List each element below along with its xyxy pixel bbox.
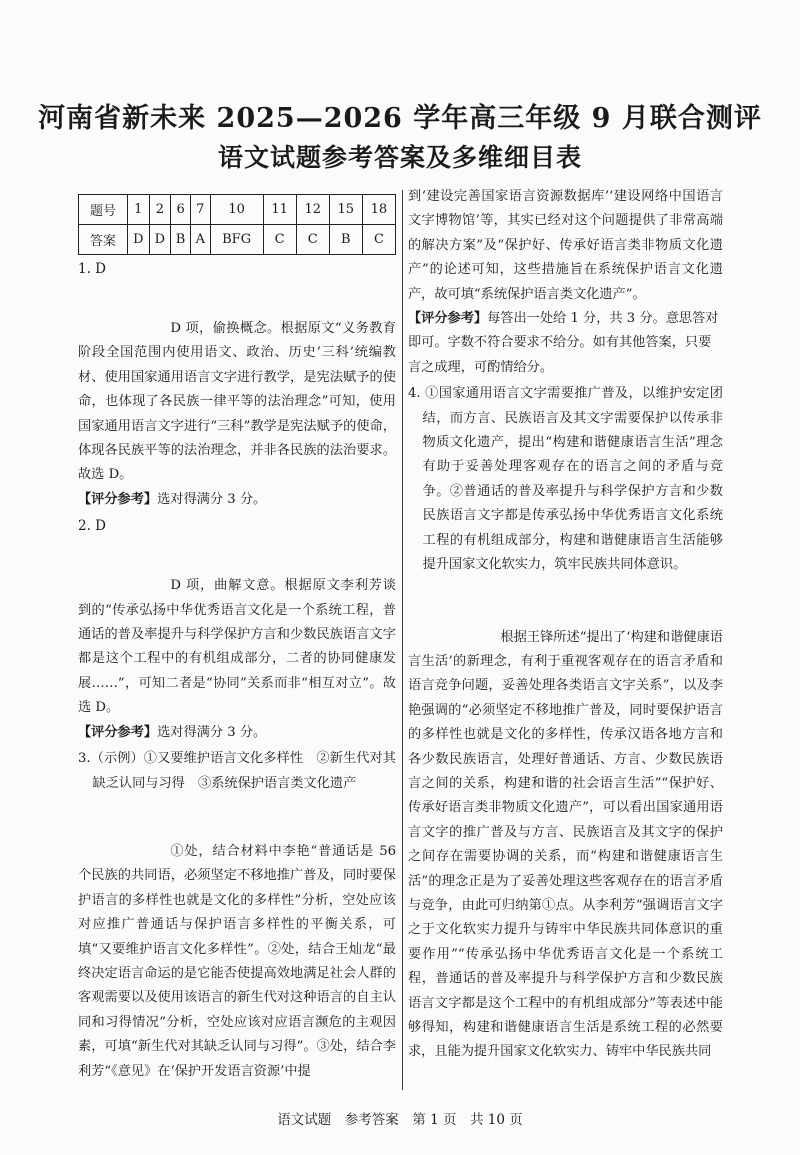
q1-explanation: D 项，偷换概念。根据原文“义务教育阶段全国范围内使用语文、政治、历史‘三科’统编教材、使用国家通用语言文字进行教学，是宪法赋予的使命，也体现了各民族一律平等的法治理念”可知，使用国家通用语言文字进行“三科”教学是宪法赋予的使命，体现各民族平等的法治理念，并非各民族的法治要求。故选 D。	[78, 321, 396, 483]
column-divider	[402, 190, 403, 1090]
table-cell: 18	[362, 195, 395, 225]
table-cell: 7	[191, 195, 211, 225]
answer-table	[78, 194, 396, 255]
table-cell: 答案	[79, 225, 128, 255]
table-cell: 2	[149, 195, 171, 225]
q2-scoring	[78, 721, 396, 745]
table-cell: 1	[128, 195, 150, 225]
scoring-text: 每答出一处给 1 分，共 3 分。意思答对即可。字数不符合要求不给分。如有其他答案，只要言之成理，可酌情给分。	[408, 311, 719, 375]
page-footer: 语文试题 参考答案 第 1 页 共 10 页	[277, 1112, 523, 1128]
q4-answer: 4. ①国家通用语言文字需要推广普及，以维护安定团结，而方言、民族语言及其文字需要保护以传承非物质文化遗产，提出“构建和谐健康语言生活”理念有助于妥善处理客观存在的语言之间的矛盾与竞争。②普通话的普及率提升与科学保护方言和少数民族语言文字都是传承弘扬中华优秀语言文化系统工程的有机组成部分，构建和谐健康语言生活能够提升国家文化软实力，筑牢民族共同体意识。	[408, 386, 723, 573]
q3-scoring	[408, 307, 723, 380]
table-cell: 6	[171, 195, 191, 225]
table-cell: C	[296, 225, 329, 255]
table-cell: A	[191, 225, 211, 255]
table-cell: BFG	[210, 225, 263, 255]
page-title: 河南省新未来 2025—2026 学年高三年级 9 月联合测评	[38, 103, 762, 134]
q1-answer: 1. D	[78, 261, 106, 277]
table-cell: 12	[296, 195, 329, 225]
right-column	[408, 185, 723, 1065]
scoring-text: 选对得满分 3 分。	[157, 491, 267, 507]
scoring-label: 【评分参考】	[78, 724, 158, 740]
q2-explanation: D 项，曲解文意。根据原文李利芳谈到的“传承弘扬中华优秀语言文化是一个系统工程，普通话的普及率提升与科学保护方言和少数民族语言文字都是这个工程中的有机组成部分，二者的协同健康发展……”，可知二者是“协同”关系而非“相互对立”。故选 D。	[78, 578, 396, 716]
table-cell: 15	[329, 195, 362, 225]
q3-answer: 3.（示例）①又要维护语言文化多样性 ②新生代对其缺乏认同与习得 ③系统保护语言类文化遗产	[78, 751, 396, 791]
table-cell: D	[128, 225, 150, 255]
table-cell: 10	[210, 195, 263, 225]
table-cell: 题号	[79, 195, 128, 225]
table-cell: C	[263, 225, 296, 255]
q2-answer: 2. D	[78, 518, 106, 535]
table-cell: B	[171, 225, 191, 255]
scoring-label: 【评分参考】	[408, 311, 488, 327]
q4-explanation: 根据王锋所述“提出了‘构建和谐健康语言生活’的新理念，有利于重视客观存在的语言矛盾和语言竞争问题，妥善处理各类语言文字关系”，以及李艳强调的“必须坚定不移地推广普及，同时要保护语言的多样性也就是文化的多样性，传承汉语各地方言和各少数民族语言，处理好普通话、方言、少数民族语言之间的关系，构建和谐的社会语言生活”“保护好、传承好语言类非物质文化遗产”，可以看出国家通用语言文字的推广普及与方言、民族语言及其文字的保护之间存在需要协调的关系，而“构建和谐健康语言生活”的理念正是为了妥善处理这些客观存在的语言矛盾与竞争，由此可归纳第①点。从李利芳“强调语言文字之于文化软实力提升与铸牢中华民族共同体意识的重要作用”“传承弘扬中华优秀语言文化是一个系统工程，普通话的普及率提升与科学保护方言和少数民族语言文字都是这个工程中的有机组成部分”等表述中能够得知，构建和谐健康语言生活是系统工程的必然要求，且能为提升国家文化软实力、铸牢中华民族共同	[408, 629, 723, 1060]
table-row	[79, 195, 396, 225]
left-column	[78, 194, 396, 1084]
table-cell: B	[329, 225, 362, 255]
table-cell: 11	[263, 195, 296, 225]
q3-explanation: ①处，结合材料中李艳“普通话是 56 个民族的共同语，必须坚定不移地推广普及，同时要保护语言的多样性也就是文化的多样性”分析，空处应该对应推广普通话与保护语言多样性的平衡关系，可填“又要维护语言文化多样性”。②处，结合王灿龙“最终决定语言命运的是它能否使提高效地满足社会人群的客观需要以及使用该语言的新生代对这种语言的自主认同和习得情况”分析，空处应该对应语言濒危的主观因素，可填“新生代对其缺乏认同与习得”。③处，结合李利芳“《意见》在‘保护开发语言资源’中提	[78, 843, 396, 1079]
scoring-text: 选对得满分 3 分。	[157, 724, 267, 740]
scoring-label: 【评分参考】	[78, 491, 158, 507]
page-subtitle: 语文试题参考答案及多维细目表	[217, 143, 582, 172]
q3-explanation-continued: 到‘建设完善国家语言资源数据库’‘建设网络中国语言文字博物馆’等，其实已经对这个问题提供了非常高端的解决方案”及“保护好、传承好语言类非物质文化遗产”的论述可知，这些措施旨在系统保护语言文化遗产，故可填“系统保护语言类文化遗产”。	[408, 189, 723, 302]
table-cell: C	[362, 225, 395, 255]
q1-scoring	[78, 488, 396, 512]
table-row	[79, 225, 396, 255]
table-cell: D	[149, 225, 171, 255]
